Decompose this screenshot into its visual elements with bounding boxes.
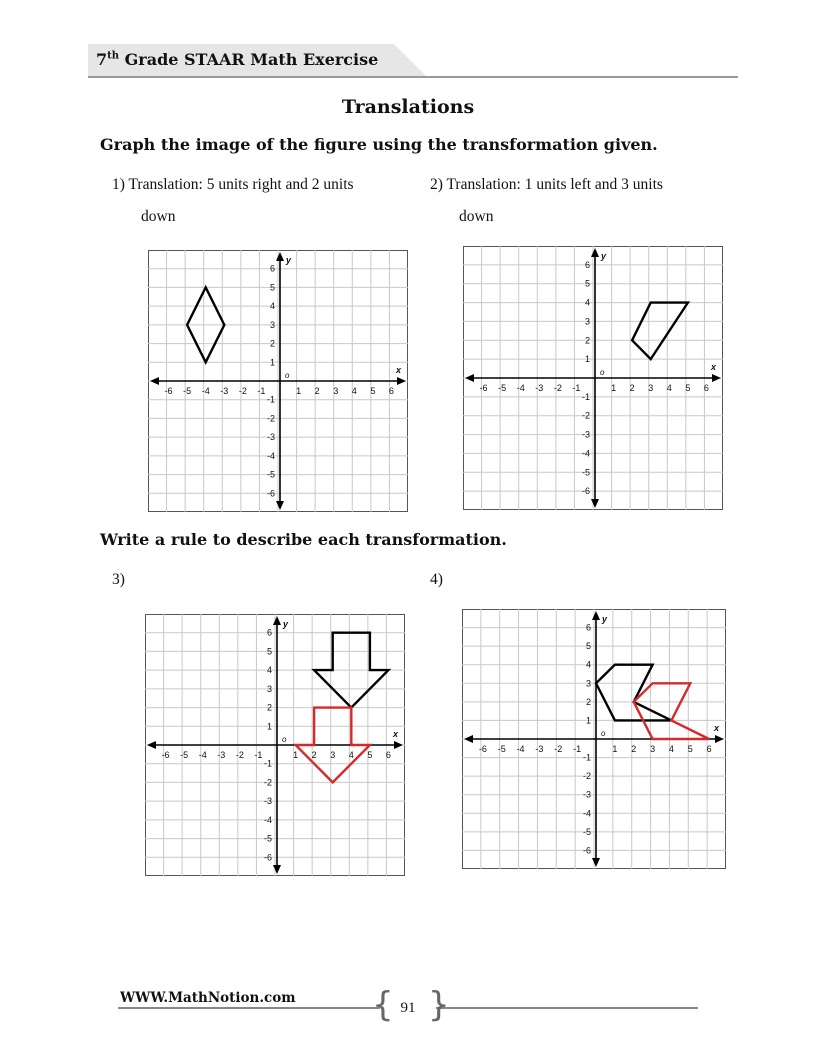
y-tick-label: -3 — [582, 789, 591, 800]
x-tick-label: -3 — [220, 386, 229, 396]
y-tick-label: 6 — [585, 622, 591, 633]
x-tick-label: 1 — [296, 386, 302, 396]
y-tick-label: -2 — [266, 413, 275, 424]
y-tick-label: -1 — [266, 394, 275, 405]
y-tick-label: -6 — [582, 845, 591, 856]
y-tick-label: 6 — [269, 263, 275, 274]
y-tick-label: 2 — [585, 696, 591, 707]
y-tick-label: -1 — [582, 752, 591, 763]
x-axis-label: x — [711, 362, 717, 372]
page-title: Translations — [341, 96, 475, 118]
x-tick-label: 1 — [293, 750, 299, 760]
graph-problem-1 — [148, 250, 408, 512]
x-tick-label: -3 — [535, 383, 544, 393]
x-tick-label: -6 — [479, 383, 488, 393]
x-tick-label: -5 — [180, 750, 189, 760]
x-tick-label: -6 — [164, 386, 173, 396]
x-tick-label: -1 — [573, 744, 582, 754]
y-tick-label: 4 — [266, 665, 272, 676]
header-title — [96, 50, 378, 69]
x-tick-label: 5 — [370, 386, 376, 396]
problem-4-label: 4) — [430, 571, 443, 588]
y-axis-label: y — [286, 255, 292, 265]
y-tick-label: 3 — [266, 683, 272, 694]
y-tick-label: -1 — [263, 758, 272, 769]
x-tick-label: -5 — [498, 383, 507, 393]
graph-problem-2 — [463, 246, 723, 510]
y-tick-label: 6 — [584, 259, 590, 270]
y-tick-label: 3 — [585, 678, 591, 689]
origin-label: o — [282, 735, 287, 744]
x-tick-label: 3 — [648, 383, 654, 393]
x-tick-label: 2 — [629, 383, 635, 393]
x-tick-label: 4 — [348, 750, 354, 760]
y-tick-label: 3 — [584, 316, 590, 327]
y-tick-label: 1 — [266, 721, 272, 732]
x-tick-label: -5 — [497, 744, 506, 754]
x-axis-label: x — [393, 729, 399, 739]
x-tick-label: 2 — [311, 750, 317, 760]
y-tick-label: -3 — [263, 796, 272, 807]
y-tick-label: 5 — [585, 641, 591, 652]
x-tick-label: -2 — [238, 386, 247, 396]
y-tick-label: -4 — [266, 450, 275, 461]
x-tick-label: 4 — [666, 383, 672, 393]
x-tick-label: 5 — [687, 744, 693, 754]
footer-rule-left — [118, 1007, 380, 1009]
origin-label: o — [600, 368, 605, 377]
y-axis-label: y — [602, 614, 608, 624]
y-tick-label: -6 — [263, 852, 272, 863]
y-tick-label: -5 — [263, 833, 272, 844]
y-tick-label: -4 — [582, 808, 591, 819]
y-tick-label: -6 — [581, 486, 590, 497]
y-tick-label: 4 — [584, 297, 590, 308]
page-number: 91 — [400, 1000, 416, 1016]
x-tick-label: 3 — [333, 386, 339, 396]
y-axis-label: y — [601, 251, 607, 261]
y-tick-label: 3 — [269, 319, 275, 330]
problem-1-text-cont: down — [141, 208, 176, 225]
y-tick-label: -2 — [263, 777, 272, 788]
y-tick-label: -5 — [266, 469, 275, 480]
y-tick-label: 5 — [584, 278, 590, 289]
x-tick-label: -4 — [201, 386, 210, 396]
x-tick-label: -2 — [553, 383, 562, 393]
x-tick-label: -5 — [183, 386, 192, 396]
y-tick-label: 2 — [266, 702, 272, 713]
origin-label: o — [285, 371, 290, 380]
y-tick-label: -4 — [581, 448, 590, 459]
x-tick-label: -4 — [516, 383, 525, 393]
x-tick-label: 6 — [388, 386, 394, 396]
y-tick-label: 4 — [269, 301, 275, 312]
x-tick-label: -2 — [554, 744, 563, 754]
x-tick-label: 5 — [367, 750, 373, 760]
x-tick-label: 5 — [685, 383, 691, 393]
y-tick-label: -1 — [581, 391, 590, 402]
problem-1-text: 1) Translation: 5 units right and 2 units — [112, 176, 354, 193]
x-tick-label: 4 — [668, 744, 674, 754]
header-title-rest: Grade STAAR Math Exercise — [119, 50, 379, 69]
y-tick-label: 1 — [585, 715, 591, 726]
x-tick-label: -3 — [535, 744, 544, 754]
x-tick-label: -1 — [572, 383, 581, 393]
grade-suffix: th — [107, 50, 120, 62]
footer-rule-right — [436, 1007, 698, 1009]
problem-3-label: 3) — [112, 571, 125, 588]
y-tick-label: 4 — [585, 659, 591, 670]
y-tick-label: -5 — [582, 826, 591, 837]
left-brace: { — [372, 985, 394, 1025]
header-rule — [88, 76, 738, 78]
y-tick-label: -2 — [582, 771, 591, 782]
y-tick-label: 2 — [269, 338, 275, 349]
x-tick-label: 1 — [611, 383, 617, 393]
y-tick-label: 2 — [584, 335, 590, 346]
x-tick-label: 3 — [650, 744, 656, 754]
origin-label: o — [601, 729, 606, 738]
problem-2-text: 2) Translation: 1 units left and 3 units — [430, 176, 663, 193]
y-tick-label: 5 — [266, 646, 272, 657]
x-tick-label: -3 — [217, 750, 226, 760]
x-tick-label: 2 — [631, 744, 637, 754]
x-tick-label: -6 — [478, 744, 487, 754]
y-axis-label: y — [283, 619, 289, 629]
y-tick-label: 6 — [266, 627, 272, 638]
y-tick-label: 1 — [584, 354, 590, 365]
x-axis-label: x — [714, 723, 720, 733]
x-tick-label: 4 — [351, 386, 357, 396]
graph-instruction: Graph the image of the figure using the transformation given. — [100, 135, 658, 154]
footer-url: WWW.MathNotion.com — [120, 990, 296, 1006]
problem-2-text-cont: down — [459, 208, 494, 225]
x-tick-label: 6 — [385, 750, 391, 760]
y-tick-label: 1 — [269, 357, 275, 368]
x-tick-label: 3 — [330, 750, 336, 760]
y-tick-label: -3 — [266, 432, 275, 443]
x-tick-label: 1 — [612, 744, 618, 754]
y-tick-label: -5 — [581, 467, 590, 478]
x-tick-label: 2 — [314, 386, 320, 396]
x-tick-label: 6 — [706, 744, 712, 754]
x-tick-label: -6 — [161, 750, 170, 760]
x-tick-label: -4 — [516, 744, 525, 754]
graph-problem-3 — [145, 614, 405, 876]
x-tick-label: -4 — [198, 750, 207, 760]
x-tick-label: -1 — [254, 750, 263, 760]
x-tick-label: 6 — [703, 383, 709, 393]
x-axis-label: x — [396, 365, 402, 375]
y-tick-label: -6 — [266, 488, 275, 499]
graph-problem-4 — [462, 609, 726, 869]
x-tick-label: -2 — [235, 750, 244, 760]
y-tick-label: -2 — [581, 410, 590, 421]
x-tick-label: -1 — [257, 386, 266, 396]
grade-number: 7 — [96, 50, 108, 69]
rule-instruction: Write a rule to describe each transformation. — [100, 530, 507, 549]
y-tick-label: -3 — [581, 429, 590, 440]
right-brace: } — [428, 985, 450, 1025]
y-tick-label: 5 — [269, 282, 275, 293]
y-tick-label: -4 — [263, 814, 272, 825]
